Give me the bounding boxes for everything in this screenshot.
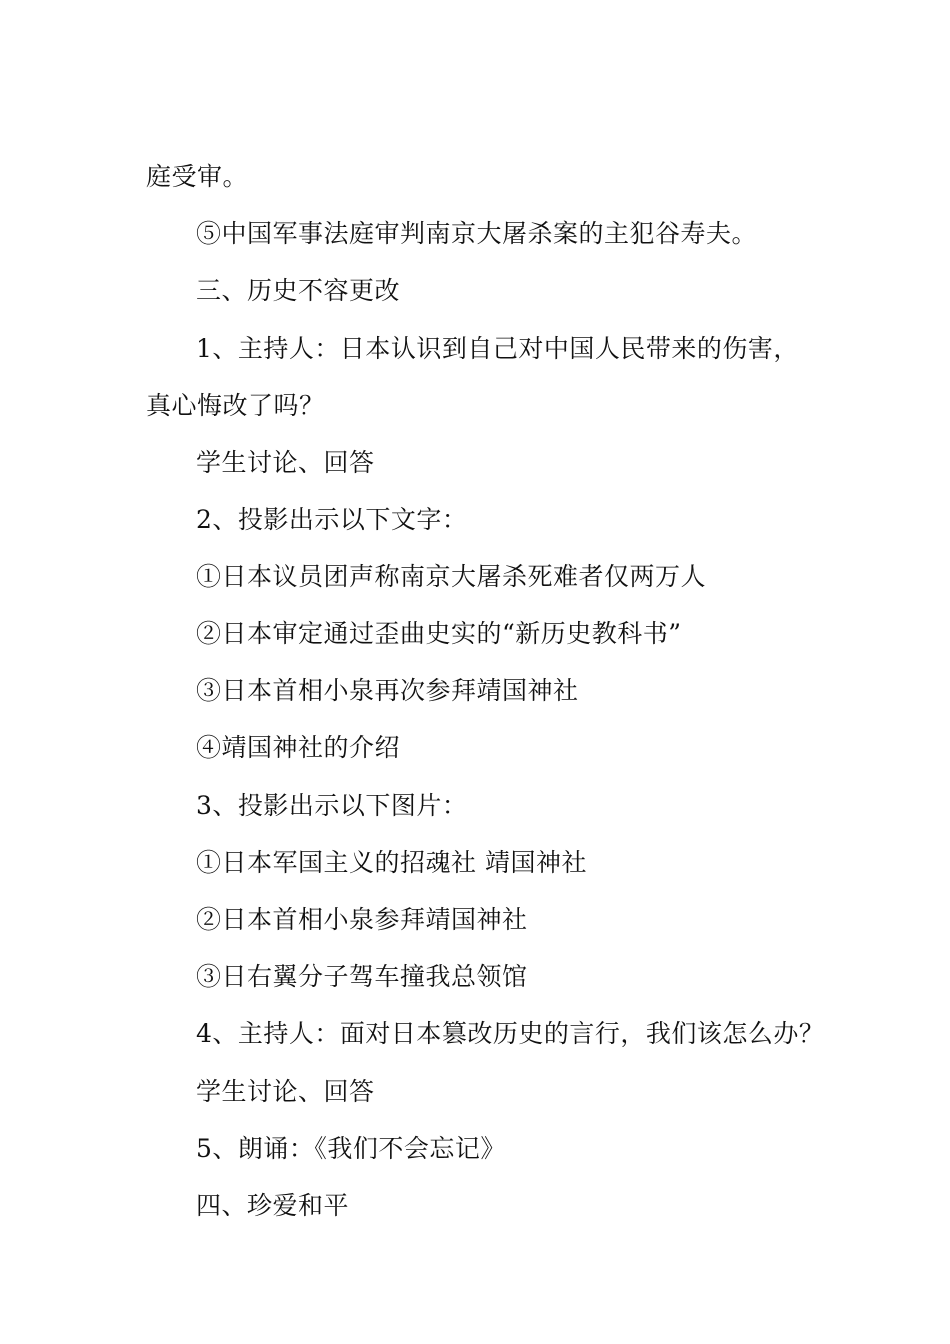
text-line: 3、投影出示以下图片： [196,791,468,820]
section-heading: 四、珍爱和平 [196,1191,350,1220]
text-line: 4、主持人：面对日本篡改历史的言行，我们该怎么办？ [196,1019,825,1048]
text-line: ①日本议员团声称南京大屠杀死难者仅两万人 [196,562,707,591]
text-line: 1、主持人：日本认识到自己对中国人民带来的伤害， [196,334,799,363]
text-line: 真心悔改了吗？ [146,391,325,420]
text-line: ⑤中国军事法庭审判南京大屠杀案的主犯谷寿夫。 [196,219,758,248]
text-line: 学生讨论、回答 [196,1077,375,1106]
text-line: ②日本首相小泉参拜靖国神社 [196,905,528,934]
text-line: 2、投影出示以下文字： [196,505,468,534]
text-line: 学生讨论、回答 [196,448,375,477]
text-line: 庭受审。 [146,162,249,191]
text-line: 5、朗诵：《我们不会忘记》 [196,1134,506,1163]
text-line: ②日本审定通过歪曲史实的“新历史教科书” [196,619,682,648]
text-line: ④靖国神社的介绍 [196,733,401,762]
section-heading: 三、历史不容更改 [196,276,401,305]
text-line: ①日本军国主义的招魂社 靖国神社 [196,848,587,877]
text-line: ③日右翼分子驾车撞我总领馆 [196,962,528,991]
text-line: ③日本首相小泉再次参拜靖国神社 [196,676,579,705]
